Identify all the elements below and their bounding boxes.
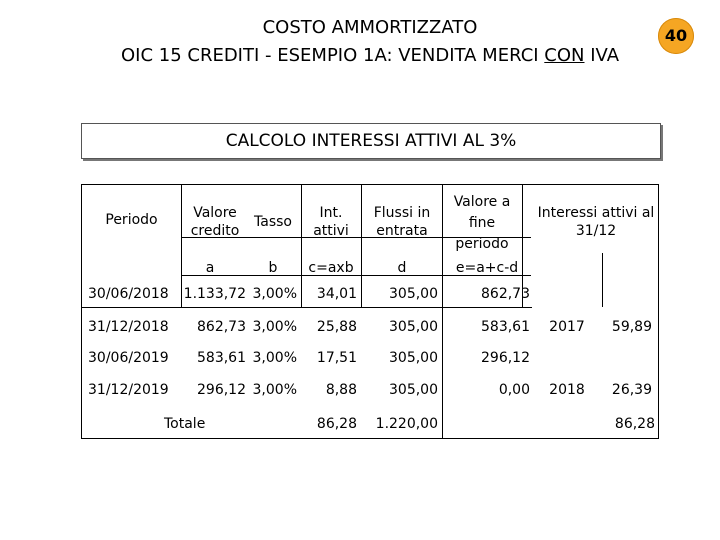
formula-d: d [397,260,407,276]
page-title-line2 [40,44,700,68]
col-divider-1 [181,185,182,237]
row3-tasso: 3,00% [252,350,297,366]
header-valore-fine: Valore a fine periodo [453,194,511,252]
col-divider-5 [442,185,443,438]
header-flussi: Flussi in entrata [373,205,431,239]
title-line2-pre: OIC 15 CREDITI - ESEMPIO 1A: VENDITA MERCI [120,45,545,66]
row1-fine: 862,73 [481,286,530,302]
totale-int: 86,28 [316,416,357,432]
header-int-attivi: Int. attivi [313,205,349,239]
row2-int-anno: 59,89 [611,319,652,335]
row2-fine: 583,61 [481,319,530,335]
header-interessi-3112: Interessi attivi al 31/12 [537,205,655,239]
formula-b: b [268,260,278,276]
row3-valore: 583,61 [197,350,246,366]
totale-flussi: 1.220,00 [375,416,438,432]
row2-valore: 862,73 [197,319,246,335]
title-line2-underlined: CON [544,45,585,66]
row1-tasso: 3,00% [252,286,297,302]
header-valore-credito: Valore credito [190,205,240,239]
col-divider-3 [301,185,302,307]
header-tasso: Tasso [254,214,292,230]
row2-tasso: 3,00% [252,319,297,335]
header-periodo: Periodo [105,212,158,228]
row4-valore: 296,12 [197,382,246,398]
row4-fine: 0,00 [498,382,530,398]
totale-int-anno: 86,28 [614,416,655,432]
section-title-box [81,123,661,159]
row4-tasso: 3,00% [252,382,297,398]
formula-e: e=a+c-d [455,260,519,276]
row4-int-anno: 26,39 [611,382,652,398]
row1-flussi: 305,00 [389,286,438,302]
title-line2-post: IVA [584,45,620,66]
section-title: CALCOLO INTERESSI ATTIVI AL 3% [225,131,517,151]
row3-flussi: 305,00 [389,350,438,366]
row4-flussi: 305,00 [389,382,438,398]
totale-label: Totale [164,416,206,432]
row2-periodo: 31/12/2018 [88,319,169,335]
page-number-badge: 40 [658,18,694,54]
row-divider-1 [82,307,532,308]
col-divider-4 [361,185,362,307]
col-divider-7 [602,253,603,307]
row2-int: 25,88 [316,319,357,335]
page-title-line1: COSTO AMMORTIZZATO [262,17,478,38]
row4-int: 8,88 [325,382,357,398]
row1-int: 34,01 [316,286,357,302]
formula-a: a [205,260,215,276]
row3-periodo: 30/06/2019 [88,350,169,366]
interest-table [81,184,659,439]
row2-flussi: 305,00 [389,319,438,335]
row1-periodo: 30/06/2018 [88,286,169,302]
row1-valore: 1.133,72 [183,286,246,302]
row2-anno: 2017 [549,319,585,335]
row3-fine: 296,12 [481,350,530,366]
row4-periodo: 31/12/2019 [88,382,169,398]
row3-int: 17,51 [316,350,357,366]
row4-anno: 2018 [549,382,585,398]
formula-c: c=axb [308,260,354,276]
